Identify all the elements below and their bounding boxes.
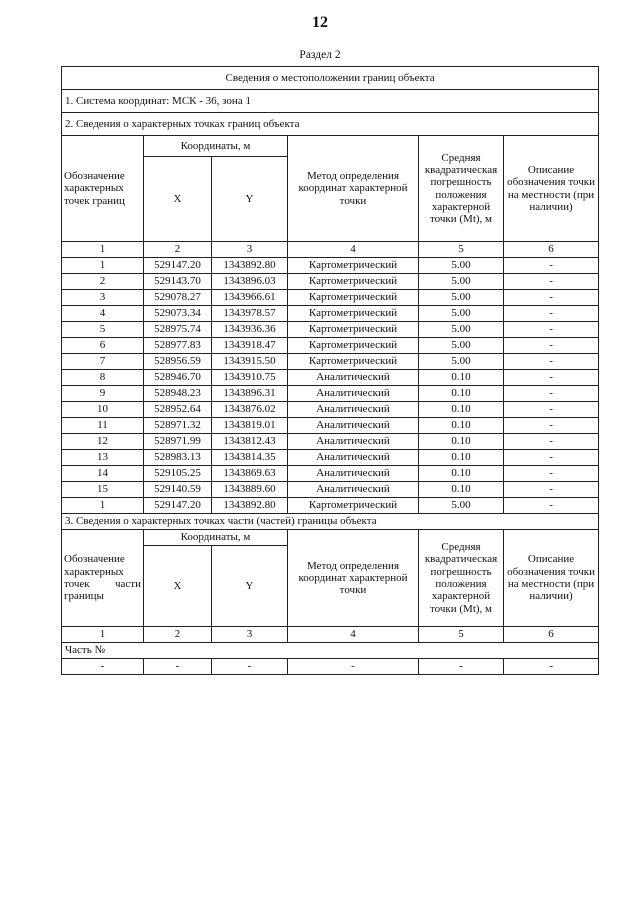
table-cell: - — [504, 418, 599, 434]
section1-title: 2. Сведения о характерных точках границ объекта — [62, 113, 599, 136]
table-cell: 11 — [62, 418, 144, 434]
col-number: 6 — [504, 627, 599, 643]
table-cell: Картометрический — [288, 306, 419, 322]
table-cell: - — [62, 659, 144, 675]
table-cell: Аналитический — [288, 466, 419, 482]
table-cell: 5.00 — [419, 498, 504, 514]
header2-coordinates: Координаты, м — [144, 530, 288, 546]
table-cell: - — [504, 274, 599, 290]
table-row — [62, 434, 599, 450]
table-cell: - — [504, 482, 599, 498]
table-row — [62, 482, 599, 498]
table-cell: 5.00 — [419, 258, 504, 274]
table-cell: 1343869.63 — [212, 466, 288, 482]
table-cell: 2 — [62, 274, 144, 290]
table-cell: Аналитический — [288, 450, 419, 466]
table-cell: 1 — [62, 258, 144, 274]
table-cell: Аналитический — [288, 482, 419, 498]
table-cell: - — [504, 322, 599, 338]
table-row — [62, 354, 599, 370]
col-number: 4 — [288, 242, 419, 258]
table-cell: - — [504, 338, 599, 354]
table-cell: Аналитический — [288, 402, 419, 418]
table-cell: - — [144, 659, 212, 675]
col-number: 2 — [144, 242, 212, 258]
table-cell: 1343896.03 — [212, 274, 288, 290]
table-cell: 528971.32 — [144, 418, 212, 434]
table-cell: Картометрический — [288, 290, 419, 306]
table-cell: - — [419, 659, 504, 675]
table-cell: - — [504, 354, 599, 370]
table-cell: 529143.70 — [144, 274, 212, 290]
table-cell: - — [504, 466, 599, 482]
table-cell: Аналитический — [288, 370, 419, 386]
header-description: Описание обозначения точки на местности (при наличии) — [504, 136, 599, 242]
table-cell: 1343812.43 — [212, 434, 288, 450]
col-number: 6 — [504, 242, 599, 258]
table-cell: 6 — [62, 338, 144, 354]
table-cell: - — [504, 450, 599, 466]
col-number: 1 — [62, 242, 144, 258]
table-row — [62, 258, 599, 274]
table-cell: - — [288, 659, 419, 675]
table-cell: 529078.27 — [144, 290, 212, 306]
table-cell: 528977.83 — [144, 338, 212, 354]
table-cell: 0.10 — [419, 482, 504, 498]
table-cell: 528975.74 — [144, 322, 212, 338]
table-cell: Аналитический — [288, 434, 419, 450]
table-cell: 1343876.02 — [212, 402, 288, 418]
table-cell: - — [504, 434, 599, 450]
header-method: Метод определения координат характерной точки — [288, 136, 419, 242]
table-row — [62, 290, 599, 306]
table-cell: 5.00 — [419, 354, 504, 370]
table-cell: Картометрический — [288, 258, 419, 274]
header2-accuracy: Средняя квадратическая погрешность положения характерной точки (Mt), м — [419, 530, 504, 627]
table-row — [62, 450, 599, 466]
table-cell: 1343918.47 — [212, 338, 288, 354]
table-cell: 1343936.36 — [212, 322, 288, 338]
table-cell: 4 — [62, 306, 144, 322]
table-cell: 1343915.50 — [212, 354, 288, 370]
table-cell: 1343819.01 — [212, 418, 288, 434]
table-cell: 5.00 — [419, 274, 504, 290]
column-numbers-row — [62, 242, 599, 258]
table-cell: 5 — [62, 322, 144, 338]
table-cell: 14 — [62, 466, 144, 482]
empty-part-row — [62, 659, 599, 675]
table-row — [62, 498, 599, 514]
table-row — [62, 370, 599, 386]
table-cell: 5.00 — [419, 338, 504, 354]
boundary-table — [61, 66, 599, 675]
table-cell: - — [504, 386, 599, 402]
table-cell: - — [504, 498, 599, 514]
table-cell: Картометрический — [288, 274, 419, 290]
header2-description: Описание обозначения точки на местности (при наличии) — [504, 530, 599, 627]
table-cell: 0.10 — [419, 466, 504, 482]
table-cell: 528946.70 — [144, 370, 212, 386]
column-numbers-row-2 — [62, 627, 599, 643]
header2-method: Метод определения координат характерной точки — [288, 530, 419, 627]
table-cell: 1343978.57 — [212, 306, 288, 322]
table-row — [62, 274, 599, 290]
header-coordinates: Координаты, м — [144, 136, 288, 157]
table-cell: 528952.64 — [144, 402, 212, 418]
table-cell: 1343892.80 — [212, 498, 288, 514]
header2-y: Y — [212, 546, 288, 627]
table-cell: 5.00 — [419, 306, 504, 322]
table-row — [62, 386, 599, 402]
part-label: Часть № — [62, 643, 599, 659]
col-number: 1 — [62, 627, 144, 643]
table-cell: 1343889.60 — [212, 482, 288, 498]
col-number: 2 — [144, 627, 212, 643]
table-row — [62, 322, 599, 338]
table-cell: 5.00 — [419, 290, 504, 306]
table-cell: 528956.59 — [144, 354, 212, 370]
table-cell: 528983.13 — [144, 450, 212, 466]
coordinate-system: 1. Система координат: МСК - 36, зона 1 — [62, 90, 599, 113]
header-point-designation: Обозначение характерных точек границ — [62, 136, 144, 242]
table-row — [62, 338, 599, 354]
table-row — [62, 418, 599, 434]
table-cell: Картометрический — [288, 322, 419, 338]
table-cell: Картометрический — [288, 354, 419, 370]
table-cell: Аналитический — [288, 386, 419, 402]
table-cell: 0.10 — [419, 450, 504, 466]
table-cell: - — [504, 258, 599, 274]
table-cell: - — [504, 306, 599, 322]
section-label: Раздел 2 — [299, 49, 341, 61]
table-cell: 1343910.75 — [212, 370, 288, 386]
col-number: 4 — [288, 627, 419, 643]
table-cell: 529073.34 — [144, 306, 212, 322]
table-cell: 0.10 — [419, 386, 504, 402]
table-cell: 529105.25 — [144, 466, 212, 482]
table-cell: Картометрический — [288, 498, 419, 514]
table-cell: 0.10 — [419, 418, 504, 434]
table-cell: - — [504, 659, 599, 675]
table-title: Сведения о местоположении границ объекта — [62, 67, 599, 90]
col-number: 5 — [419, 242, 504, 258]
table-cell: 12 — [62, 434, 144, 450]
table-cell: 529147.20 — [144, 258, 212, 274]
col-number: 5 — [419, 627, 504, 643]
table-cell: 9 — [62, 386, 144, 402]
table-cell: Картометрический — [288, 338, 419, 354]
header-x: X — [144, 157, 212, 242]
table-cell: 7 — [62, 354, 144, 370]
col-number: 3 — [212, 242, 288, 258]
table-cell: 8 — [62, 370, 144, 386]
table-cell: - — [504, 290, 599, 306]
table-row — [62, 402, 599, 418]
table-cell: 528948.23 — [144, 386, 212, 402]
table-cell: - — [212, 659, 288, 675]
table-cell: 1343966.61 — [212, 290, 288, 306]
table-cell: 529147.20 — [144, 498, 212, 514]
page-number: 12 — [312, 14, 328, 31]
table-cell: - — [504, 370, 599, 386]
table-cell: 0.10 — [419, 434, 504, 450]
section2-title: 3. Сведения о характерных точках части (частей) границы объекта — [62, 514, 599, 530]
table-cell: - — [504, 402, 599, 418]
table-cell: 529140.59 — [144, 482, 212, 498]
table-cell: 0.10 — [419, 370, 504, 386]
header-y: Y — [212, 157, 288, 242]
table-cell: 3 — [62, 290, 144, 306]
table-cell: 10 — [62, 402, 144, 418]
table-cell: 1343896.31 — [212, 386, 288, 402]
header-accuracy: Средняя квадратическая погрешность положения характерной точки (Mt), м — [419, 136, 504, 242]
table-cell: 13 — [62, 450, 144, 466]
table-cell: 5.00 — [419, 322, 504, 338]
table-row — [62, 306, 599, 322]
table-cell: 1343892.80 — [212, 258, 288, 274]
table-cell: 15 — [62, 482, 144, 498]
table-cell: 1343814.35 — [212, 450, 288, 466]
header2-point-designation: Обозначение характерных точек части границы — [62, 530, 144, 627]
table-cell: 528971.99 — [144, 434, 212, 450]
table-cell: 1 — [62, 498, 144, 514]
table-cell: Аналитический — [288, 418, 419, 434]
col-number: 3 — [212, 627, 288, 643]
table-row — [62, 466, 599, 482]
table-cell: 0.10 — [419, 402, 504, 418]
header2-x: X — [144, 546, 212, 627]
